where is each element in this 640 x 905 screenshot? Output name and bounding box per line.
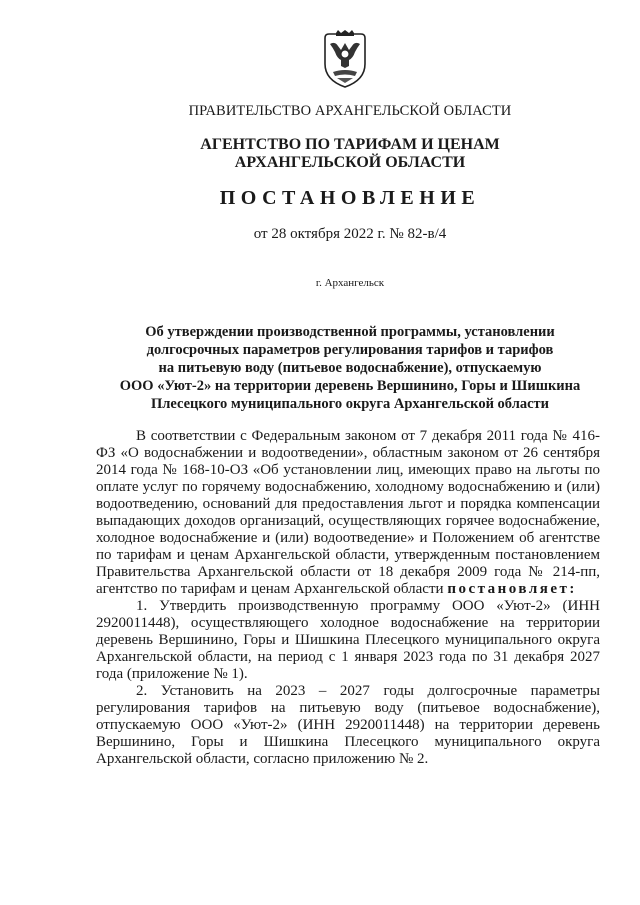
- subject-line: Об утверждении производственной программы, установлении: [145, 324, 555, 340]
- item-2-paragraph: 2. Установить на 2023 – 2027 годы долгосрочные параметры регулирования тарифов на питьевую воду (питьевое водоснабжение), отпускаемую ООО «Уют-2» (ИНН 2920011448) на территории деревень Вершинино, Горы и Шишкина Плесецкого муниципального округа Архангельской области, согласно приложению № 2.: [96, 683, 600, 767]
- agency-name-line1: АГЕНТСТВО ПО ТАРИФАМ И ЦЕНАМ: [200, 136, 500, 153]
- subject-line: долгосрочных параметров регулирования тарифов и тарифов: [146, 342, 554, 358]
- subject-line: Плесецкого муниципального округа Архангельской области: [150, 396, 549, 412]
- preamble-text: В соответствии с Федеральным законом от 7 декабря 2011 года № 416-ФЗ «О водоснабжении и водоотведении», областным законом от 26 сентября 2014 года № 168-10-ОЗ «Об установлении лиц, имеющих право на льготы по оплате услуг по горячему водоснабжению, холодному водоснабжению и (или) водоотведению, оснований для предоставления льгот и порядка компенсации выпадающих доходов организаций, осуществляющих горячее водоснабжение, холодное водоснабжение и (или) водоотведение» и Положением об агентстве по тарифам и ценам Архангельской области, утвержденным постановлением Правительства Архангельской области от 18 декабря 2009 года № 214-пп, агентство по тарифам и ценам Архангельской области: [96, 428, 600, 597]
- agency-name: [0, 136, 640, 172]
- subject-line: ООО «Уют-2» на территории деревень Вершинино, Горы и Шишкина: [119, 378, 581, 394]
- government-name: ПРАВИТЕЛЬСТВО АРХАНГЕЛЬСКОЙ ОБЛАСТИ: [188, 103, 512, 119]
- document-subject: [0, 323, 640, 413]
- item-1-paragraph: 1. Утвердить производственную программу ООО «Уют-2» (ИНН 2920011448), осуществляющего холодное водоснабжение на территории деревень Вершинино, Горы и Шишкина Плесецкого муниципального округа Архангельской области, на период с 1 января 2023 года по 31 декабря 2027 года (приложение № 1).: [96, 598, 600, 682]
- resolves-word: постановляет:: [447, 581, 577, 597]
- coat-of-arms-emblem: [321, 30, 369, 90]
- document-type-title: ПОСТАНОВЛЕНИЕ: [219, 187, 481, 209]
- agency-name-line2: АРХАНГЕЛЬСКОЙ ОБЛАСТИ: [234, 154, 466, 171]
- document-city: г. Архангельск: [315, 277, 385, 289]
- subject-line: на питьевую воду (питьевое водоснабжение), отпускаемую: [158, 360, 542, 376]
- document-date-number: от 28 октября 2022 г. № 82-в/4: [253, 226, 447, 242]
- document-body: [96, 428, 600, 768]
- preamble-paragraph: [96, 428, 600, 598]
